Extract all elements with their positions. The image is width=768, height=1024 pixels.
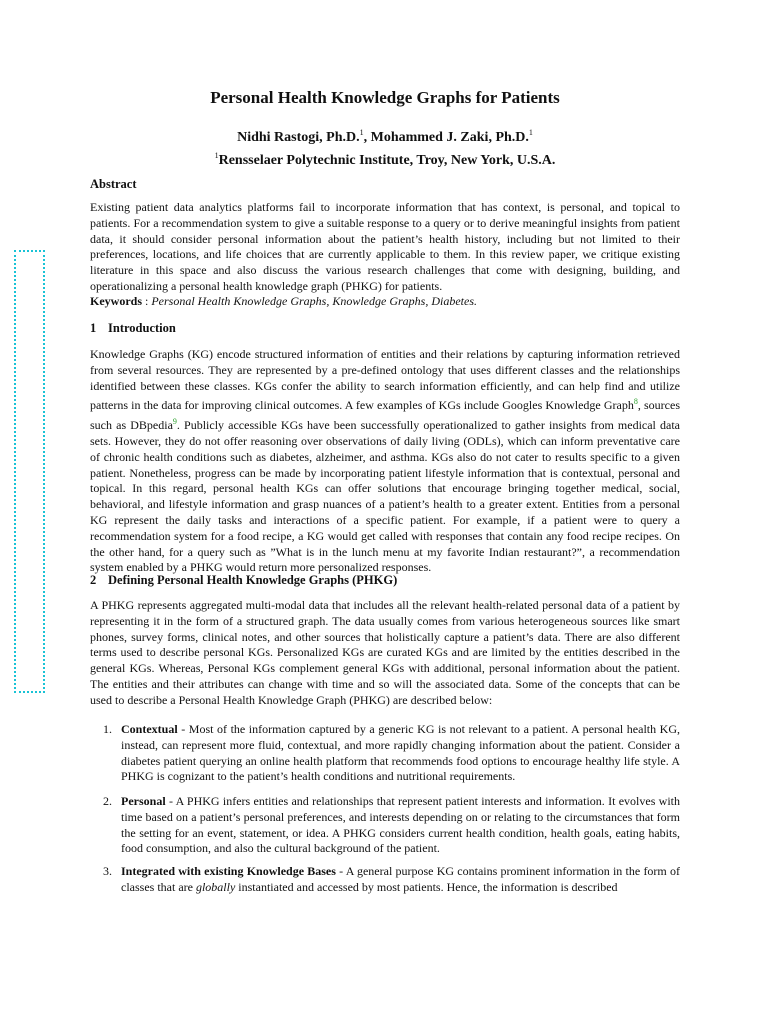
affiliation [90,147,680,170]
section-1-heading [90,321,176,336]
author-names [90,124,680,147]
section-2-paragraph [90,598,680,709]
section-2-number: 2 [90,573,97,587]
affiliation-mark: 1 [214,151,219,160]
list-item-term: Contextual [121,722,178,736]
abstract-heading: Abstract [90,177,137,191]
section-1-paragraph [90,347,680,576]
list-item-body [121,864,680,896]
section-2-heading [90,573,397,588]
abstract-text [90,200,680,295]
citation-8-link[interactable]: 8 [633,397,638,407]
list-item-term: Personal [121,794,166,808]
list-item-text-b: instantiated and accessed by most patients. Hence, the information is described [235,879,618,894]
list-item-text-a: - A general purpose KG contains prominent information in the form of classes that are [121,864,680,894]
section-1-text-a: Knowledge Graphs (KG) encode structured information of entities and their relations by capturing information retrieved from several resources. They are represented by a pre-defined ontology that uses different classes and the relationships identified between these classes. KGs confer the ability to search information efficiently, and can help find and utilize patterns in the data for improving clinical outcomes. A few examples of KGs include Googles Knowledge Graph [90,347,680,413]
list-item-body [121,722,680,785]
section-1-text-c: . Publicly accessible KGs have been successfully operationalized to gather insights from medical data sets. However, they do not offer reasoning over observations of daily living (ODLs), which can inform preventative care of chronic health conditions such as diabetes, alzheimer, and asthma. KGs also do not cater to results specific to a given patient. Nonetheless, progress can be made by incorporating patient lifestyle information that is contextual, personal and topical. In this regard, personal health KGs can offer solutions that encourage bringing together medical, social, behavioral, and lifestyle information and grasp nuances of a patient’s health to a greater extent. Entities from a personal KG represent the daily tasks and interactions of a specific patient. For example, if a patient were to query a recommendation system for a food recipe, a KG would get called with responses that contain any food recipe recipes. On the other hand, for a query such as ”What is in the lunch menu at my favorite Indian restaurant?”, a recommendation system enabled by a PHKG would return more personalized responses. [90,418,681,575]
author-1-affil-mark: 1 [359,128,364,137]
author-2: Mohammed J. Zaki, Ph.D. [370,130,529,145]
list-item-term: Integrated with existing Knowledge Bases [121,864,336,878]
section-1-number: 1 [90,321,97,335]
section-2-text: A PHKG represents aggregated multi-modal data that includes all the relevant health-related personal data of a patient by representing it in the form of a structured graph. The data usually comes from various heterogeneous sources like smart phones, survey forms, clinical notes, and other sources that holistically capture a patient’s data. There are also different terms used to describe personal KGs. Personalized KGs are curated KGs and are limited by the entities described in the general KGs. Whereas, Personal KGs complement general KGs with additional, personal information about the patient. The entities and their attributes can change with time and so will the associated data. Some of the concepts that can be used to describe a Personal Health Knowledge Graph (PHKG) are described below: [90,598,680,707]
list-item-text: - A PHKG infers entities and relationships that represent patient interests and information. It evolves with time based on a patient’s personal preferences, and interests depending on or relating to the circumstances that form the setting for an event, statement, or idea. A PHKG considers current health condition, health goals, eating habits, food consumption, and also the cultural background of the patient. [121,794,680,856]
list-item-number: 3. [103,864,112,878]
paper-title: Personal Health Knowledge Graphs for Patients [210,88,560,107]
author-2-affil-mark: 1 [528,128,533,137]
margin-selection-marker [14,250,45,693]
list-item-number: 1. [103,722,112,736]
abstract-body: Existing patient data analytics platforms fail to incorporate information that has context, is personal, and topical to patients. For a recommendation system to give a suitable response to a query or to derive meaningful insights from patient data, it should consider personal information about the patient’s health history, including but not limited to their preferences, locations, and life choices that are currently applicable to them. In this review paper, we critique existing literature in this space and also discuss the various research challenges that come with designing, building, and operationalizing a personal health knowledge graph (PHKG) for patients. [90,200,680,293]
keywords-separator: : [142,294,152,308]
citation-9-link[interactable]: 9 [172,417,177,427]
author-separator: , [363,130,371,145]
section-1-text-b: , sources such as DBpedia [90,398,680,433]
section-2-title: Defining Personal Health Knowledge Graphs (PHKG) [108,573,398,587]
list-item-text: - Most of the information captured by a generic KG is not relevant to a patient. A personal health KG, instead, can represent more fluid, contextual, and more rapidly changing information about the patient. Consider a diabetes patient querying an online health platform that recommends food options to encourage healthy life style. A PHKG is cognizant to the patient’s health conditions and nutritional requirements. [121,722,680,784]
keywords-line [90,294,680,310]
section-1-title: Introduction [108,321,176,335]
author-1: Nidhi Rastogi, Ph.D. [237,130,360,145]
list-item-number: 2. [103,794,112,808]
list-item-body [121,794,680,857]
keywords-text: Personal Health Knowledge Graphs, Knowledge Graphs, Diabetes. [151,294,477,308]
author-block [90,124,680,170]
affiliation-text: Rensselaer Polytechnic Institute, Troy, New York, U.S.A. [218,153,556,168]
list-item-emphasis: globally [195,879,236,894]
keywords-label: Keywords [90,294,142,308]
